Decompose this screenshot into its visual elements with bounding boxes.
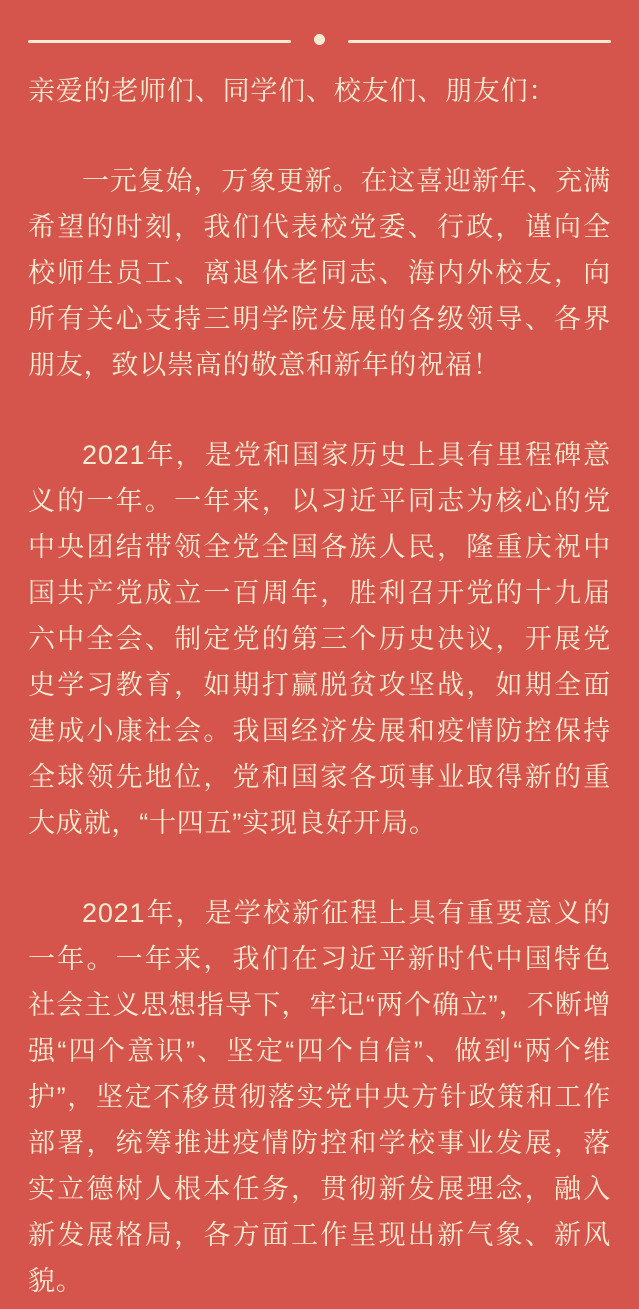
salutation: 亲爱的老师们、同学们、校友们、朋友们：	[28, 76, 557, 106]
greeting-letter-page	[0, 35, 639, 1304]
letter-body	[28, 68, 611, 1304]
divider-line-left	[28, 40, 291, 43]
paragraph-2021-school: 2021年，是学校新征程上具有重要意义的一年。一年来，我们在习近平新时代中国特色社会主义思想指导下，牢记“两个确立”，不断增强“四个意识”、坚定“四个自信”、做到“两个维护”，坚定不移贯彻落实党中央方针政策和工作部署，统筹推进疫情防控和学校事业发展，落实立德树人根本任务，贯彻新发展理念，融入新发展格局，各方面工作呈现出新气象、新风貌。	[28, 898, 611, 1296]
paragraph-new-year-greeting: 一元复始，万象更新。在这喜迎新年、充满希望的时刻，我们代表校党委、行政，谨向全校师生员工、离退休老同志、海内外校友，向所有关心支持三明学院发展的各级领导、各界朋友，致以崇高的敬意和新年的祝福！	[28, 166, 611, 380]
divider-dot-icon	[314, 34, 325, 45]
paragraph-2021-party-country: 2021年，是党和国家历史上具有里程碑意义的一年。一年来，以习近平同志为核心的党中央团结带领全党全国各族人民，隆重庆祝中国共产党成立一百周年，胜利召开党的十九届六中全会、制定党的第三个历史决议，开展党史学习教育，如期打赢脱贫攻坚战，如期全面建成小康社会。我国经济发展和疫情防控保持全球领先地位，党和国家各项事业取得新的重大成就，“十四五”实现良好开局。	[28, 440, 611, 838]
divider-line-right	[348, 40, 611, 43]
header-divider	[28, 35, 611, 47]
